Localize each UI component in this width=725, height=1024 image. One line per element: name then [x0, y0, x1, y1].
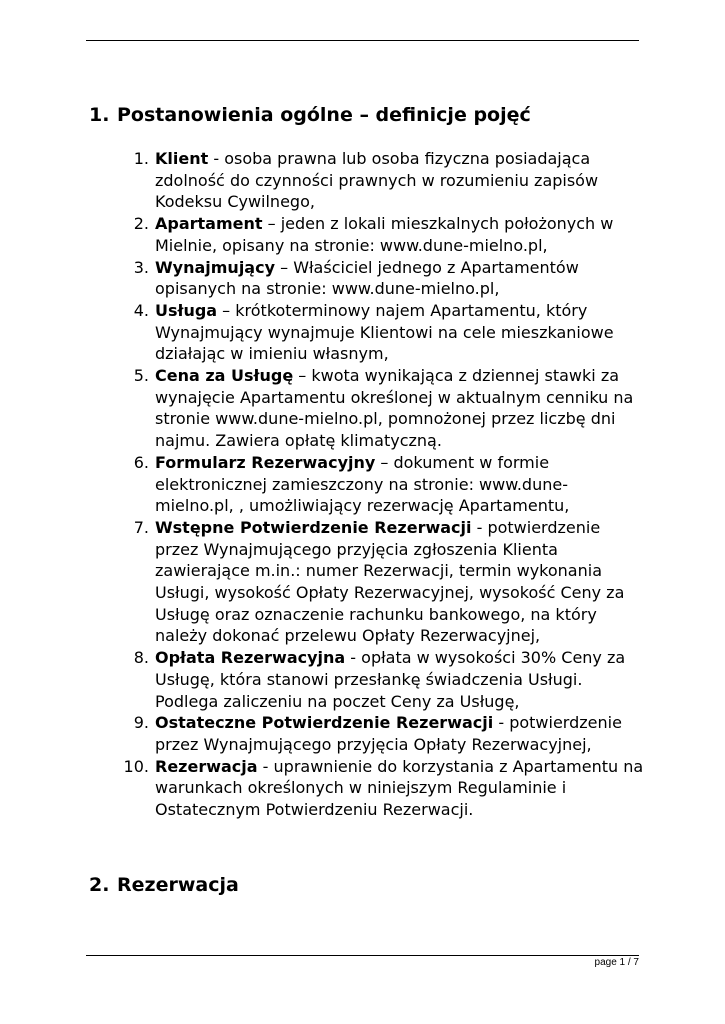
definition-term: Wynajmujący: [155, 257, 276, 277]
definition-term: Wstępne Potwierdzenie Rezerwacji: [155, 517, 472, 537]
footer-rule: [86, 955, 639, 956]
definition-term: Opłata Rezerwacyjna: [155, 648, 346, 668]
definition-number: 1.: [133, 149, 149, 168]
definition-number: 10.: [123, 756, 149, 776]
definition-item: [0, 756, 645, 821]
definition-text: osoba prawna lub osoba fizyczna posiadająca zdolność do czynności prawnych w rozumieniu zapisów Kodeksu Cywilnego,: [155, 149, 599, 212]
definition-text: Właściciel jednego z Apartamentów opisanych na stronie: www.dune-mielno.pl,: [155, 257, 579, 299]
definition-item: [0, 647, 645, 712]
definition-separator: –: [262, 214, 281, 234]
definition-number: 9.: [133, 713, 149, 733]
definition-term: Rezerwacja: [155, 756, 258, 776]
definition-number: 4.: [133, 300, 149, 320]
definition-number: 6.: [133, 452, 149, 472]
definition-separator: –: [293, 366, 312, 386]
definition-item: [0, 365, 645, 452]
definition-separator: -: [345, 648, 362, 668]
definition-item: [0, 300, 645, 365]
definition-term: Formularz Rezerwacyjny: [155, 452, 376, 472]
definition-separator: -: [471, 517, 488, 537]
definition-item: [0, 452, 645, 517]
definition-item: [0, 257, 645, 300]
page-number: page 1 / 7: [594, 957, 639, 968]
section-heading-1: [89, 103, 531, 127]
definition-number: 5.: [133, 366, 149, 386]
definition-term: Ostateczne Potwierdzenie Rezerwacji: [155, 713, 494, 733]
definition-term: Apartament: [155, 214, 263, 234]
definition-text: dokument w formie elektronicznej zamieszczony na stronie: www.dune-mielno.pl, , umożliwiający rezerwację Apartamentu,: [155, 452, 570, 516]
section-title: Rezerwacja: [117, 874, 239, 896]
definition-separator: –: [217, 300, 236, 320]
definition-item: [0, 148, 645, 213]
definition-term: Cena za Usługę: [155, 366, 294, 386]
definition-text: opłata w wysokości 30% Ceny za Usługę, która stanowi przesłankę świadczenia Usługi. Podlega zaliczeniu na poczet Ceny za Usługę,: [155, 648, 626, 711]
definition-number: 7.: [133, 517, 149, 537]
definition-text: uprawnienie do korzystania z Apartamentu na warunkach określonych w niniejszym Regulaminie i Ostatecznym Potwierdzeniu Rezerwacji.: [155, 756, 644, 820]
definition-separator: -: [257, 756, 274, 776]
definition-item: [0, 213, 645, 256]
definition-term: Usługa: [155, 300, 218, 320]
section-title: Postanowienia ogólne – definicje pojęć: [117, 104, 531, 126]
definition-item: [0, 712, 645, 755]
definition-number: 2.: [133, 214, 149, 234]
section-number: 1.: [89, 104, 110, 126]
definition-text: kwota wynikająca z dziennej stawki za wynajęcie Apartamentu określonej w aktualnym cenniku na stronie www.dune-mielno.pl, pomnożonej przez liczbę dni najmu. Zawiera opłatę klimatyczną.: [155, 366, 634, 451]
definition-separator: –: [275, 257, 294, 277]
definition-term: Klient: [155, 149, 209, 168]
definition-number: 3.: [133, 257, 149, 277]
definition-text: potwierdzenie przez Wynajmującego przyjęcia Opłaty Rezerwacyjnej,: [155, 713, 622, 754]
definition-number: 8.: [133, 648, 149, 668]
header-rule: [86, 40, 639, 41]
definition-text: krótkoterminowy najem Apartamentu, który Wynajmujący wynajmuje Klientowi na cele mieszkaniowe działając w imieniu własnym,: [155, 300, 614, 364]
definitions-list: [0, 148, 725, 821]
section-heading-2: [89, 873, 239, 897]
section-number: 2.: [89, 874, 110, 896]
definition-separator: –: [375, 452, 394, 472]
definition-text: potwierdzenie przez Wynajmującego przyjęcia zgłoszenia Klienta zawierające m.in.: numer Rezerwacji, termin wykonania Usługi, wysokość Opłaty Rezerwacyjnej, wysokość Ceny za Usługę oraz oznaczenie rachunku bankowego, na który należy dokonać przelewu Opłaty Rezerwacyjnej,: [155, 517, 625, 646]
definition-separator: -: [493, 713, 510, 733]
definition-text: jeden z lokali mieszkalnych położonych w Mielnie, opisany na stronie: www.dune-mielno.pl,: [155, 214, 614, 255]
definition-separator: -: [208, 149, 225, 168]
definition-item: [0, 517, 645, 647]
